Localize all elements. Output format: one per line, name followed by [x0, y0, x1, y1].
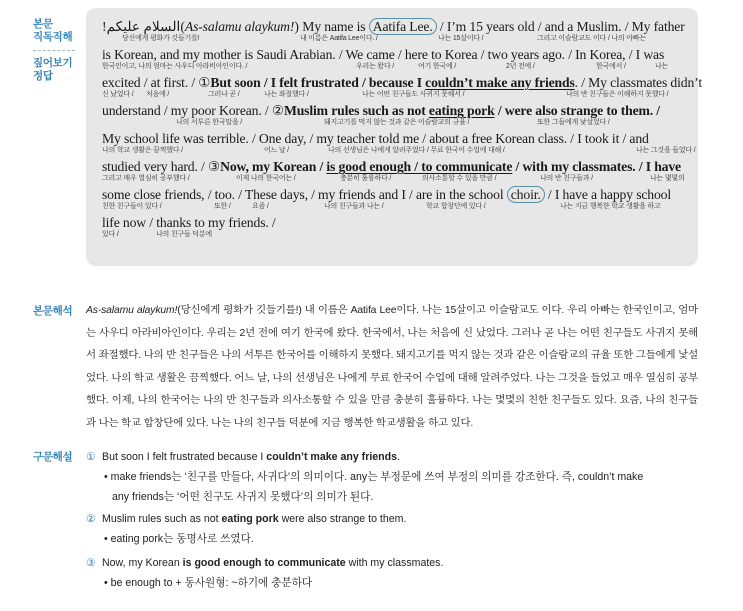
label-syntax: 구문해설	[33, 451, 73, 463]
note-explanation: • be enough to + 동사원형: ~하기에 충분하다	[104, 577, 313, 589]
passage-line: studied very hard. / ③Now, my Korean / is good enough / to communicate / with my classmates. / I have 그리고 매우 열심히 공부했다 / 이제 나의 한국어는 / 충분히 훌륭하다 / 의사소통할 수 있을 만큼 / 나의 반 친구들과 / 나는 몇몇의	[102, 159, 685, 182]
gloss: 나는 몇몇의	[650, 175, 685, 182]
gloss: 신 났었다 /	[102, 91, 134, 98]
note-highlight: couldn’t make any friends	[266, 451, 397, 463]
gloss: 학교 합창단에 있다 /	[426, 203, 486, 210]
gloss: 나는 15살이다 /	[438, 35, 484, 42]
passage-line: !السلام عليكم(As-salamu alaykum!) My name is Aatifa Lee. / I’m 15 years old / and a Muslim. / My father 당신에게 평화가 깃들기를! 내 이름은 Aatifa Lee이다. / 나는 15살이다 / 그리고 이슬람교도 이다 / 나의 아빠는	[102, 19, 685, 42]
note-highlight: is good enough to communicate	[182, 557, 346, 569]
note-explanation-cont: any friends는 ‘어떤 친구도 사귀지 못했다’의 의미가 된다.	[112, 491, 374, 503]
gloss: 2년 전에 /	[506, 63, 535, 70]
greeting-arabic: !السلام عليكم	[102, 19, 181, 34]
gloss: 나는	[655, 63, 669, 70]
gloss: 여기 한국에 /	[418, 63, 457, 70]
passage-box	[86, 8, 702, 266]
gloss: 내 이름은 Aatifa Lee이다. /	[300, 35, 378, 42]
label-main-text: 본문	[33, 18, 53, 30]
gloss: 나의 반 친구들은 이해하지 못했다 /	[566, 91, 669, 98]
gloss: 나의 반 친구들과 /	[540, 175, 593, 182]
gloss: 그러나 곧 /	[208, 91, 240, 98]
passage-line: excited / at first. / ①But soon / I felt frustrated / because I couldn’t make any friends. / My classmates didn’t 신 났었다 / 처음에 / 그러나 곧 / 나는 좌절했다 / 나는 어떤 친구들도 사귀지 못해서 / 나의 반 친구들은 이해하지 못했다 /	[102, 75, 702, 98]
note-marker-3: ③	[207, 159, 221, 174]
gloss: 이제 나의 한국어는 /	[236, 175, 296, 182]
gloss: 어느 날 /	[264, 147, 289, 154]
gloss: 당신에게 평화가 깃들기를!	[122, 35, 200, 42]
gloss: 그리고 이슬람교도 이다 / 나의 아빠는	[537, 35, 646, 42]
gloss: 나의 친구들 덕분에	[156, 231, 212, 238]
note-number: ①	[86, 451, 96, 463]
note-highlight: eating pork	[221, 513, 279, 525]
gloss: 나의 서투른 한국말을 /	[176, 119, 243, 126]
label-translation: 본문해석	[33, 305, 73, 317]
gloss: 한국에서 /	[596, 63, 626, 70]
gloss: 한국인이고, 나의 엄마는 사우디 아라비아인이다. /	[102, 63, 248, 70]
gloss: 그리고 매우 열심히 공부했다 /	[102, 175, 190, 182]
label-divider	[33, 50, 75, 51]
passage-line: understand / my poor Korean. / ②Muslim rules such as not eating pork / were also strange to them. / 나의 서투른 한국말을 / 돼지고기를 먹지 않는 것과 같은 이슬람교의 규율 / 또한 그들에게 낯설었다 /	[102, 103, 660, 126]
syntax-notes	[86, 448, 698, 598]
gloss: 충분히 훌륭하다 /	[340, 175, 392, 182]
gloss: 있다 /	[102, 231, 119, 238]
key-phrase: eating pork	[428, 103, 495, 118]
choir-circled: choir.	[507, 186, 545, 203]
name-circled: Aatifa Lee.	[369, 18, 437, 35]
passage-line: some close friends, / too. / These days, / my friends and I / are in the school choir. / I have a happy school 친한 친구들이 있다 / 또한 / 요즘 / 나의 친구들과 나는 / 학교 합창단에 있다 / 나는 지금 행복한 학교 생활을 하고	[102, 187, 672, 210]
gloss: 친한 친구들이 있다 /	[102, 203, 162, 210]
gloss: 나의 선생님은 나에게 알려주었다 / 무료 한국어 수업에 대해 /	[328, 147, 505, 154]
greeting-latin: As-salamu alaykum!	[184, 19, 295, 34]
translation-greeting: As-salamu alaykum!	[86, 305, 178, 316]
label-answer-check: 짚어보기	[33, 57, 73, 69]
syntax-note-1: ① But soon I felt frustrated because I couldn’t make any friends. • make friends는 ‘친구를 만들다, 사귀다’의 의미이다. any는 부정문에 쓰여 부정의 의미를 강조한다. 즉, couldn’t make any friends는 ‘어떤 친구도 사귀지 못했다’의 의미가 된다.	[86, 448, 698, 506]
passage-line: My school life was terrible. / One day, / my teacher told me / about a free Korean class. / I took it / and 나의 학교 생활은 끔찍했다 / 어느 날 / 나의 선생님은 나에게 알려주었다 / 무료 한국어 수업에 대해 / 나는 그것을 들었다 /	[102, 131, 696, 154]
note-number: ②	[86, 513, 96, 525]
key-phrase: couldn’t make any friends	[425, 75, 575, 90]
gloss: 처음에 /	[146, 91, 170, 98]
gloss: 나는 좌절했다 /	[264, 91, 309, 98]
gloss: 나는 지금 행복한 학교 생활을 하고	[560, 203, 661, 210]
gloss: 나의 친구들과 나는 /	[324, 203, 384, 210]
gloss: 또한 그들에게 낯설었다 /	[537, 119, 610, 126]
translation-paragraph	[86, 300, 698, 435]
passage-line: life now / thanks to my friends. / 있다 / 나의 친구들 덕분에	[102, 215, 276, 238]
note-explanation: • eating pork는 동명사로 쓰였다.	[104, 533, 254, 545]
passage-line: is Korean, and my mother is Saudi Arabian. / We came / here to Korea / two years ago. / In Korea, / I was 한국인이고, 나의 엄마는 사우디 아라비아인이다. / 우리는 왔다 / 여기 한국에 / 2년 전에 / 한국에서 / 나는	[102, 47, 669, 70]
gloss: 나는 어떤 친구들도 사귀지 못해서 /	[362, 91, 465, 98]
syntax-note-2: ② Muslim rules such as not eating pork were also strange to them. • eating pork는 동명사로 쓰였다.	[86, 510, 698, 550]
translation-body: (당신에게 평화가 깃들기를!) 내 이름은 Aatifa Lee이다. 나는 15살이고 이슬람교도 이다. 우리 아빠는 한국인이고, 엄마는 사우디 아라비아인이다. 우리는 2년 전에 여기 한국에 왔다. 한국에서, 나는 처음에 신 났었다. 그러나 곧 나는 어떤 친구들도 사귀지 못해서 좌절했다. 나의 반 친구들은 나의 서투른 한국어를 이해하지 못했다. 돼지고기를 먹지 않는 것과 같은 이슬람교의 규율 또한 그들에게 낯설었다. 나의 학교 생활은 끔찍했다. 어느 날, 나의 선생님은 나에게 무료 한국어 수업에 대해 알려주었다. 나는 그것을 들었고 매우 열심히 공부했다. 이제, 나의 한국어는 나의 반 친구들과 의사소통할 수 있을 만큼 충분히 훌륭하다. 나는 몇몇의 친한 친구들도 있다. 요즘, 나의 친구들과 나는 학교 합창단에 있다. 나는 나의 친구들 덕분에 지금 행복한 학교생활을 하고 있다.	[86, 305, 698, 429]
gloss: 의사소통할 수 있을 만큼 /	[422, 175, 497, 182]
gloss: 요즘 /	[252, 203, 269, 210]
note-number: ③	[86, 557, 96, 569]
gloss: 나의 학교 생활은 끔찍했다 /	[102, 147, 183, 154]
key-phrase: is good enough / to communicate	[326, 159, 513, 174]
gloss: 또한 /	[214, 203, 231, 210]
gloss: 우리는 왔다 /	[356, 63, 395, 70]
gloss: 나는 그것을 들었다 /	[636, 147, 696, 154]
syntax-note-3: ③ Now, my Korean is good enough to communicate with my classmates. • be enough to + 동사원형: ~하기에 충분하다	[86, 554, 698, 594]
note-explanation: • make friends는 ‘친구를 만들다, 사귀다’의 의미이다. any는 부정문에 쓰여 부정의 의미를 강조한다. 즉, couldn’t make	[104, 471, 644, 483]
side-labels	[33, 18, 83, 83]
label-answer: 정답	[33, 70, 53, 82]
note-marker-2: ②	[271, 103, 284, 118]
label-direct-reading: 직독직해	[33, 31, 73, 43]
note-marker-1: ①	[198, 75, 211, 90]
gloss: 돼지고기를 먹지 않는 것과 같은 이슬람교의 규율 /	[324, 119, 470, 126]
